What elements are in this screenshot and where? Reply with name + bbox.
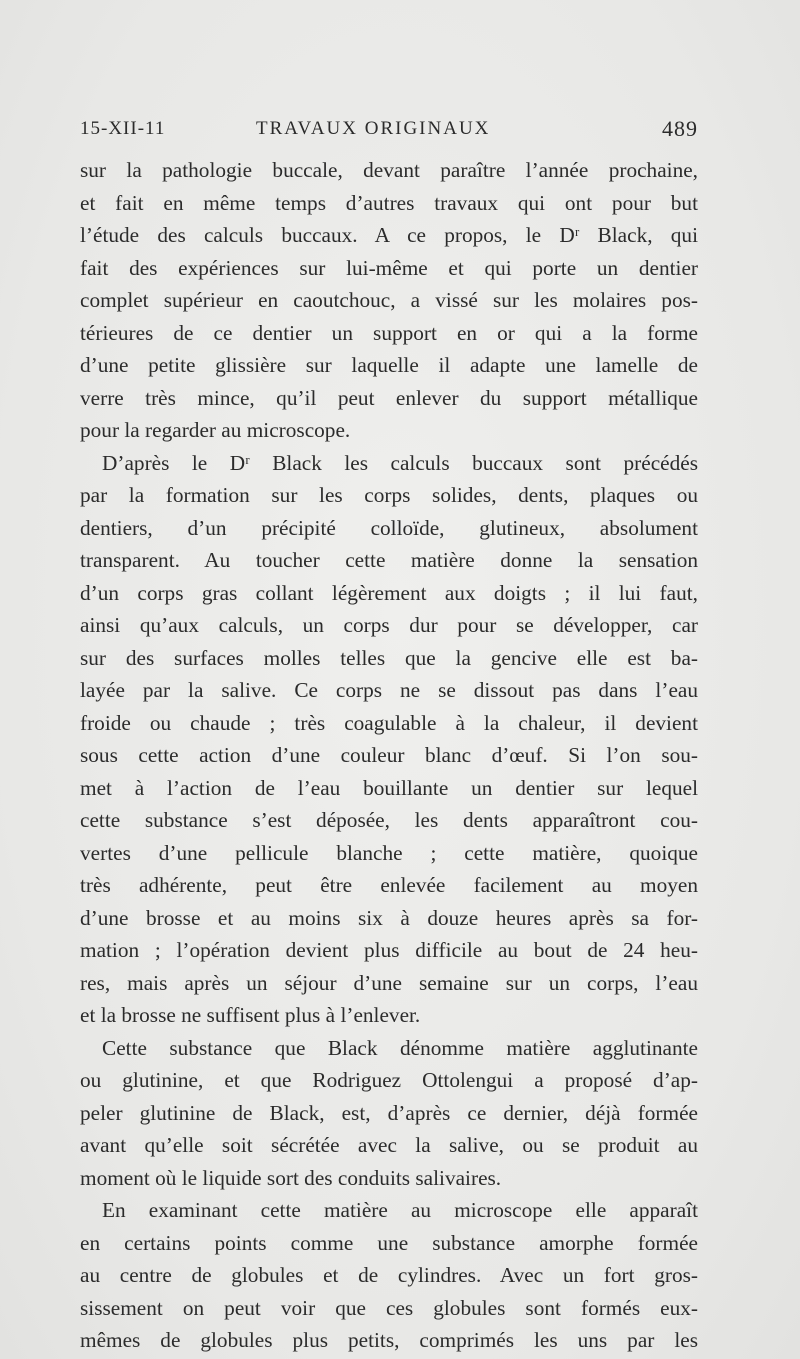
paragraph-start: D’après le Dʳ Black les calculs buccaux sont précédés <box>102 450 698 475</box>
text-line: layée par la salive. Ce corps ne se dissout pas dans l’eau <box>80 678 698 702</box>
text-line: avant qu’elle soit sécrétée avec la salive, ou se produit au <box>80 1133 698 1157</box>
page-number: 489 <box>662 116 698 141</box>
text-line: froide ou chaude ; très coagulable à la chaleur, il devient <box>80 710 698 735</box>
paragraph-start: Cette substance que Black dénomme matière agglutinante <box>102 1035 698 1060</box>
text-line: sissement on peut voir que ces globules sont formés eux- <box>80 1295 698 1320</box>
issue-date: 15-XII-11 <box>80 118 166 139</box>
text-line: verre très mince, qu’il peut enlever du support métallique <box>80 385 698 410</box>
text-line: par la formation sur les corps solides, dents, plaques ou <box>80 483 698 507</box>
text-line: cette substance s’est déposée, les dents apparaîtront cou- <box>80 808 698 832</box>
paragraph-start: En examinant cette matière au microscope elle apparaît <box>102 1198 698 1222</box>
body-text <box>80 154 698 1357</box>
text-line: d’une brosse et au moins six à douze heures après sa for- <box>80 905 698 930</box>
text-line: sur des surfaces molles telles que la gencive elle est ba- <box>80 645 698 670</box>
text-line: d’un corps gras collant légèrement aux doigts ; il lui faut, <box>80 580 698 605</box>
text-line: transparent. Au toucher cette matière donne la sensation <box>80 548 698 572</box>
text-line: mêmes de globules plus petits, comprimés les uns par les <box>80 1328 698 1352</box>
text-line: térieures de ce dentier un support en or qui a la forme <box>80 320 698 345</box>
text-line: et la brosse ne suffisent plus à l’enlever. <box>80 1003 421 1027</box>
text-line: complet supérieur en caoutchouc, a vissé sur les molaires pos- <box>80 288 698 312</box>
text-line: dentiers, d’un précipité colloïde, glutineux, absolument <box>80 515 698 540</box>
text-line: et fait en même temps d’autres travaux qui ont pour but <box>80 190 698 215</box>
text-line: fait des expériences sur lui-même et qui porte un dentier <box>80 255 698 280</box>
text-line: sur la pathologie buccale, devant paraître l’année prochaine, <box>80 158 698 182</box>
text-line: l’étude des calculs buccaux. A ce propos, le Dʳ Black, qui <box>80 223 698 247</box>
text-line: sous cette action d’une couleur blanc d’œuf. Si l’on sou- <box>80 743 698 767</box>
text-line: très adhérente, peut être enlevée facilement au moyen <box>80 873 698 897</box>
text-line: d’une petite glissière sur laquelle il adapte une lamelle de <box>80 353 698 377</box>
text-line: en certains points comme une substance amorphe formée <box>80 1230 698 1255</box>
section-title: TRAVAUX ORIGINAUX <box>256 118 491 139</box>
text-line: pour la regarder au microscope. <box>80 418 351 442</box>
running-head <box>80 118 698 148</box>
text-line: vertes d’une pellicule blanche ; cette matière, quoique <box>80 840 698 865</box>
text-line: met à l’action de l’eau bouillante un dentier sur lequel <box>80 775 698 800</box>
text-line: res, mais après un séjour d’une semaine sur un corps, l’eau <box>80 970 698 995</box>
text-line: peler glutinine de Black, est, d’après ce dernier, déjà formée <box>80 1100 698 1125</box>
text-line: au centre de globules et de cylindres. Avec un fort gros- <box>80 1263 698 1287</box>
text-line: moment où le liquide sort des conduits salivaires. <box>80 1165 502 1190</box>
text-line: ou glutinine, et que Rodriguez Ottolengui a proposé d’ap- <box>80 1068 698 1092</box>
text-line: mation ; l’opération devient plus difficile au bout de 24 heu- <box>80 938 698 962</box>
text-line: ainsi qu’aux calculs, un corps dur pour se développer, car <box>80 613 698 637</box>
